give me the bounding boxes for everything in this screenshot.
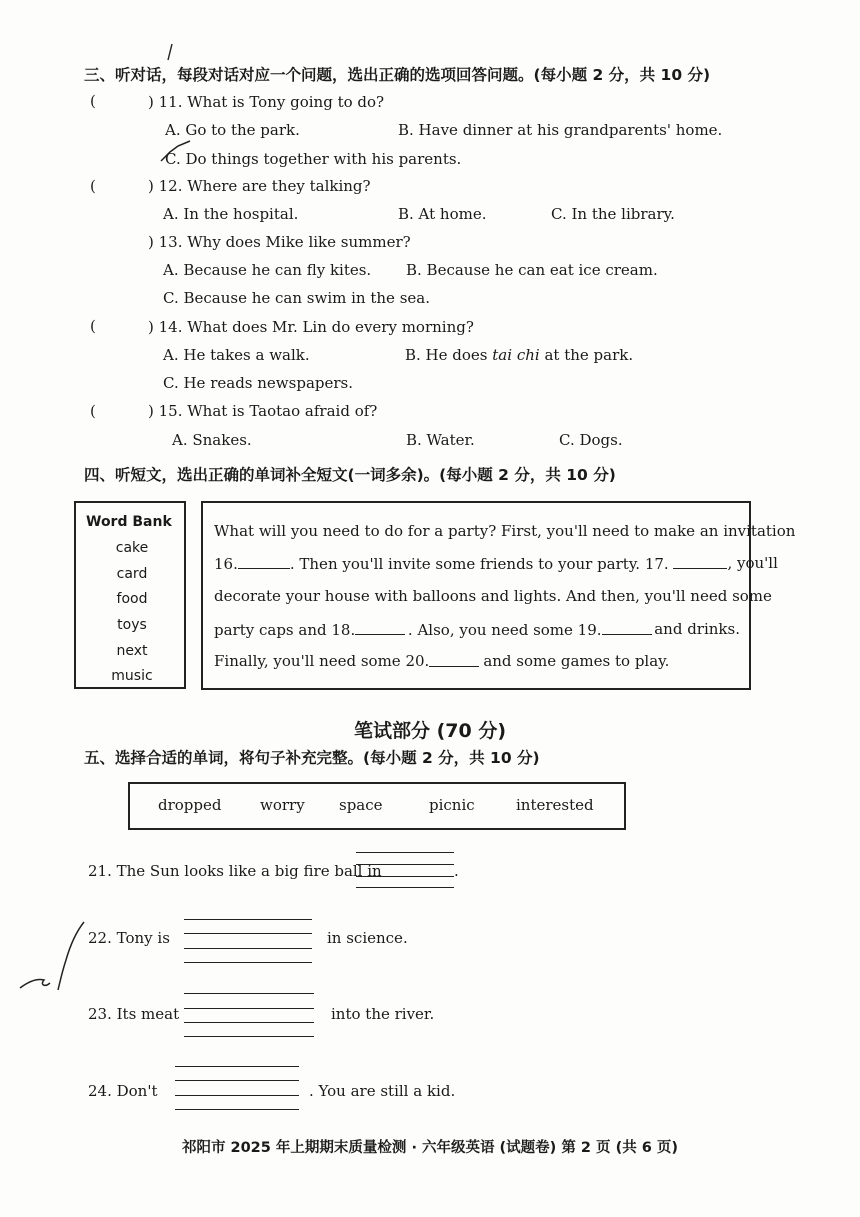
writing-line: [175, 1080, 299, 1081]
word-bank-item: cake: [115, 540, 149, 556]
question-12: ) 12. Where are they talking?: [148, 177, 371, 195]
writing-line[interactable]: [175, 1095, 299, 1096]
pen-stroke: [168, 44, 172, 60]
passage-line-5: Finally, you'll need some 20. and some games to play.: [214, 652, 670, 670]
sentence-22: 22. Tony is: [88, 929, 170, 947]
word-bank-item: food: [116, 591, 148, 607]
passage-line-4: party caps and 18. . Also, you need some 19. and drinks.: [214, 620, 740, 639]
writing-line: [184, 962, 312, 963]
option-11c: C. Do things together with his parents.: [165, 150, 462, 168]
writing-line: [175, 1109, 299, 1110]
word-bank-item: toys: [117, 617, 147, 633]
writing-line[interactable]: [184, 948, 312, 949]
option-14a: A. He takes a walk.: [163, 346, 310, 364]
section-4-title: 四、听短文，选出正确的单词补全短文(一词多余)。(每小题 2 分，共 10 分): [84, 466, 616, 484]
page-footer: 祁阳市 2025 年上期期末质量检测 · 六年级英语 (试题卷) 第 2 页 (共 6 页): [181, 1140, 679, 1156]
writing-line: [184, 993, 314, 994]
pen-stroke: [20, 979, 50, 988]
passage-line-1: What will you need to do for a party? First, you'll need to make an invitation: [214, 522, 796, 540]
question-14: ) 14. What does Mr. Lin do every morning?: [148, 318, 474, 336]
writing-line: [356, 852, 454, 853]
option-15a: A. Snakes.: [172, 431, 252, 449]
option-11a: A. Go to the park.: [165, 121, 300, 139]
word-bank-item: next: [116, 643, 148, 659]
writing-line: [184, 1036, 314, 1037]
written-part-title: 笔试部分 (70 分): [353, 720, 507, 742]
word-bank-item: music: [111, 668, 153, 684]
option-15b: B. Water.: [406, 431, 475, 449]
option-12a: A. In the hospital.: [163, 205, 299, 223]
passage-line-2: 16. . Then you'll invite some friends to your party. 17. , you'll: [214, 554, 778, 573]
blank-18[interactable]: [355, 620, 405, 635]
word-bank-title: Word Bank: [86, 514, 172, 530]
writing-line: [184, 919, 312, 920]
choice-word: interested: [516, 796, 594, 814]
choice-word: space: [339, 796, 383, 814]
section-3-title: 三、听对话，每段对话对应一个问题，选出正确的选项回答问题。(每小题 2 分，共 10 分): [84, 66, 711, 84]
answer-paren-open: (: [90, 402, 96, 420]
writing-line: [356, 887, 454, 888]
writing-line: [356, 864, 454, 865]
option-14c: C. He reads newspapers.: [163, 374, 353, 392]
writing-line: [184, 1008, 314, 1009]
blank-19[interactable]: [602, 620, 652, 635]
option-15c: C. Dogs.: [559, 431, 623, 449]
sentence-24-end: . You are still a kid.: [309, 1082, 456, 1100]
sentence-23-end: into the river.: [331, 1005, 435, 1023]
choice-word: picnic: [429, 796, 475, 814]
option-12b: B. At home.: [398, 205, 487, 223]
option-12c: C. In the library.: [551, 205, 675, 223]
sentence-23: 23. Its meat: [88, 1005, 180, 1023]
question-13: ) 13. Why does Mike like summer?: [148, 233, 411, 251]
option-13c: C. Because he can swim in the sea.: [163, 289, 430, 307]
word-bank-item: card: [116, 566, 148, 582]
section-5-title: 五、选择合适的单词，将句子补充完整。(每小题 2 分，共 10 分): [84, 749, 540, 767]
sentence-21-end: .: [454, 862, 459, 880]
sentence-22-end: in science.: [327, 929, 408, 947]
word-bank-box: [74, 501, 186, 689]
sentence-24: 24. Don't: [88, 1082, 158, 1100]
blank-20[interactable]: [429, 652, 479, 667]
writing-line: [175, 1066, 299, 1067]
answer-paren-open: (: [90, 92, 96, 110]
passage-box: [201, 501, 796, 690]
writing-line: [184, 933, 312, 934]
answer-paren-open: (: [90, 177, 96, 195]
passage-line-3: decorate your house with balloons and lights. And then, you'll need some: [214, 587, 772, 605]
blank-17[interactable]: [673, 554, 727, 569]
option-11b: B. Have dinner at his grandparents' home.: [398, 121, 723, 139]
question-11: ) 11. What is Tony going to do?: [148, 93, 385, 111]
option-13a: A. Because he can fly kites.: [163, 261, 372, 279]
choice-word: dropped: [158, 796, 222, 814]
blank-16[interactable]: [238, 554, 290, 569]
answer-paren-open: (: [90, 317, 96, 335]
sentence-21: 21. The Sun looks like a big fire ball in: [88, 862, 382, 880]
writing-line[interactable]: [184, 1022, 314, 1023]
writing-line[interactable]: [356, 876, 454, 877]
question-15: ) 15. What is Taotao afraid of?: [148, 402, 378, 420]
pen-stroke: [58, 922, 84, 990]
option-14b: B. He does tai chi at the park.: [405, 346, 634, 364]
option-13b: B. Because he can eat ice cream.: [406, 261, 658, 279]
choice-word: worry: [260, 796, 305, 814]
choice-box: [128, 782, 626, 830]
